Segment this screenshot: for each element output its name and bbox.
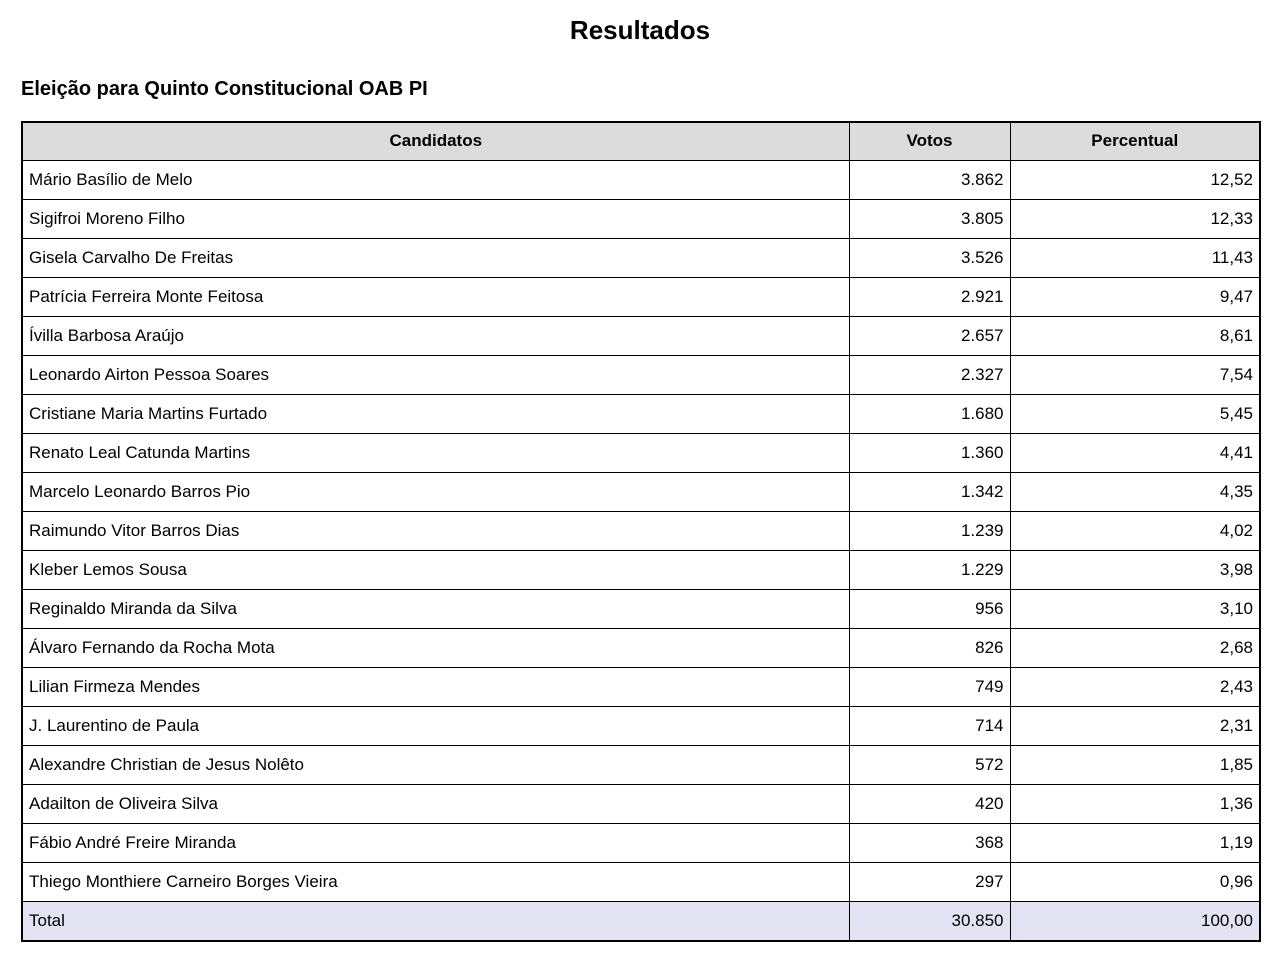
votes-value: 1.342 (849, 473, 1010, 512)
percent-value: 2,31 (1010, 707, 1260, 746)
table-row (22, 746, 1260, 785)
votes-value: 3.862 (849, 161, 1010, 200)
candidate-name: Alexandre Christian de Jesus Nolêto (22, 746, 849, 785)
votes-value: 297 (849, 863, 1010, 902)
table-row (22, 239, 1260, 278)
table-row (22, 551, 1260, 590)
candidate-name: Leonardo Airton Pessoa Soares (22, 356, 849, 395)
candidate-name: Patrícia Ferreira Monte Feitosa (22, 278, 849, 317)
table-row (22, 863, 1260, 902)
table-row (22, 161, 1260, 200)
percent-value: 7,54 (1010, 356, 1260, 395)
candidate-name: Marcelo Leonardo Barros Pio (22, 473, 849, 512)
votes-value: 572 (849, 746, 1010, 785)
table-row (22, 434, 1260, 473)
table-row (22, 707, 1260, 746)
candidate-name: Thiego Monthiere Carneiro Borges Vieira (22, 863, 849, 902)
table-header-row (22, 122, 1260, 161)
votes-value: 2.657 (849, 317, 1010, 356)
candidate-name: Adailton de Oliveira Silva (22, 785, 849, 824)
votes-value: 2.327 (849, 356, 1010, 395)
votes-value: 956 (849, 590, 1010, 629)
table-row (22, 824, 1260, 863)
total-percent-value: 100,00 (1010, 902, 1260, 941)
candidate-name: Ívilla Barbosa Araújo (22, 317, 849, 356)
column-header-percentual: Percentual (1010, 122, 1260, 161)
total-votes-value: 30.850 (849, 902, 1010, 941)
table-row (22, 785, 1260, 824)
votes-value: 2.921 (849, 278, 1010, 317)
candidate-name: Kleber Lemos Sousa (22, 551, 849, 590)
percent-value: 1,36 (1010, 785, 1260, 824)
votes-value: 1.229 (849, 551, 1010, 590)
table-row (22, 590, 1260, 629)
total-label: Total (22, 902, 849, 941)
table-row (22, 473, 1260, 512)
percent-value: 4,02 (1010, 512, 1260, 551)
votes-value: 826 (849, 629, 1010, 668)
candidate-name: Raimundo Vitor Barros Dias (22, 512, 849, 551)
table-row (22, 395, 1260, 434)
percent-value: 1,85 (1010, 746, 1260, 785)
candidate-name: Cristiane Maria Martins Furtado (22, 395, 849, 434)
candidate-name: Renato Leal Catunda Martins (22, 434, 849, 473)
percent-value: 5,45 (1010, 395, 1260, 434)
total-row (22, 902, 1260, 941)
table-row (22, 629, 1260, 668)
page-title: Resultados (569, 15, 711, 45)
percent-value: 0,96 (1010, 863, 1260, 902)
column-header-candidatos: Candidatos (22, 122, 849, 161)
table-row (22, 668, 1260, 707)
candidate-name: J. Laurentino de Paula (22, 707, 849, 746)
percent-value: 2,43 (1010, 668, 1260, 707)
votes-value: 714 (849, 707, 1010, 746)
candidate-name: Lilian Firmeza Mendes (22, 668, 849, 707)
candidate-name: Reginaldo Miranda da Silva (22, 590, 849, 629)
column-header-votos: Votos (849, 122, 1010, 161)
percent-value: 11,43 (1010, 239, 1260, 278)
results-table (21, 121, 1261, 942)
votes-value: 1.360 (849, 434, 1010, 473)
percent-value: 3,98 (1010, 551, 1260, 590)
votes-value: 368 (849, 824, 1010, 863)
votes-value: 749 (849, 668, 1010, 707)
candidate-name: Gisela Carvalho De Freitas (22, 239, 849, 278)
percent-value: 2,68 (1010, 629, 1260, 668)
candidate-name: Sigifroi Moreno Filho (22, 200, 849, 239)
percent-value: 12,33 (1010, 200, 1260, 239)
votes-value: 1.239 (849, 512, 1010, 551)
votes-value: 3.805 (849, 200, 1010, 239)
table-row (22, 512, 1260, 551)
candidate-name: Álvaro Fernando da Rocha Mota (22, 629, 849, 668)
percent-value: 8,61 (1010, 317, 1260, 356)
table-row (22, 356, 1260, 395)
percent-value: 1,19 (1010, 824, 1260, 863)
election-section-heading: Eleição para Quinto Constitucional OAB PI (21, 77, 428, 100)
votes-value: 420 (849, 785, 1010, 824)
table-row (22, 278, 1260, 317)
votes-value: 3.526 (849, 239, 1010, 278)
percent-value: 4,35 (1010, 473, 1260, 512)
percent-value: 12,52 (1010, 161, 1260, 200)
votes-value: 1.680 (849, 395, 1010, 434)
candidate-name: Mário Basílio de Melo (22, 161, 849, 200)
percent-value: 9,47 (1010, 278, 1260, 317)
candidate-name: Fábio André Freire Miranda (22, 824, 849, 863)
percent-value: 4,41 (1010, 434, 1260, 473)
table-row (22, 317, 1260, 356)
table-row (22, 200, 1260, 239)
percent-value: 3,10 (1010, 590, 1260, 629)
